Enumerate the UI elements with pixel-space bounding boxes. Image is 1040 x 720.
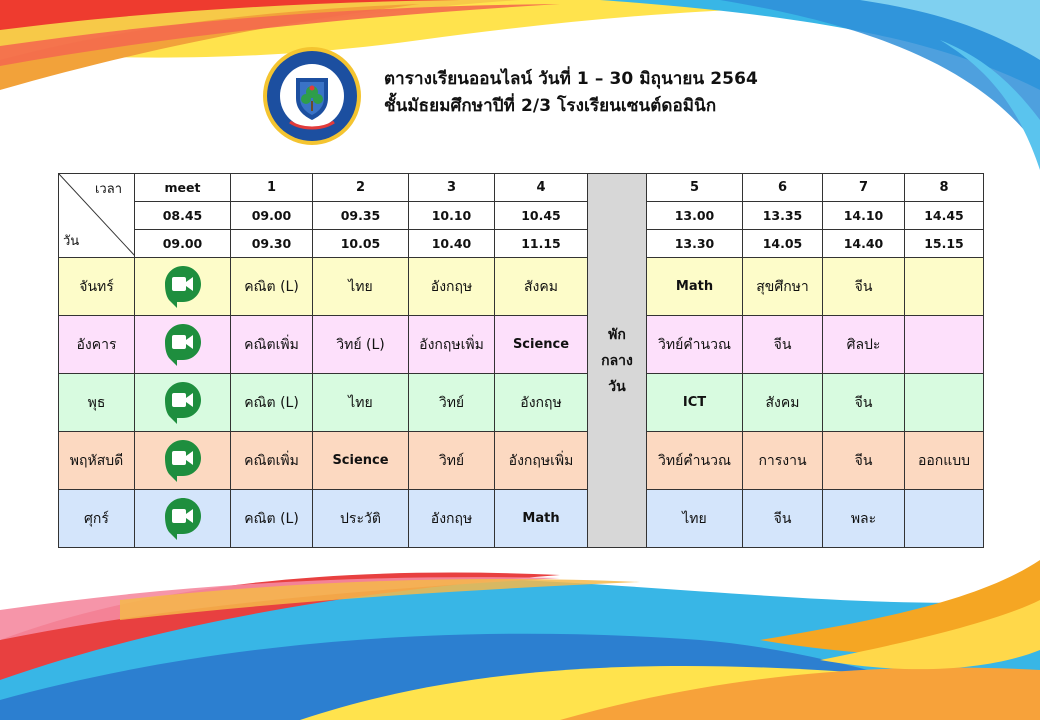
end-time: 14.40 [823, 230, 905, 258]
class-cell: ไทย [647, 490, 743, 548]
class-cell: อังกฤษ [409, 258, 495, 316]
class-cell: Math [495, 490, 588, 548]
class-cell: คณิต (L) [231, 258, 313, 316]
lunch-label-3: วัน [608, 378, 626, 395]
day-name: จันทร์ [59, 258, 135, 316]
end-time: 13.30 [647, 230, 743, 258]
lunch-label-1: พัก [608, 326, 626, 343]
title-line-1: ตารางเรียนออนไลน์ วันที่ 1 – 30 มิถุนายน 2564 [384, 69, 758, 89]
start-time: 14.45 [905, 202, 984, 230]
google-meet-icon[interactable] [163, 380, 203, 426]
class-cell: จีน [743, 490, 823, 548]
start-time: 08.45 [135, 202, 231, 230]
class-cell: จีน [823, 432, 905, 490]
period-header: 7 [823, 174, 905, 202]
class-cell [905, 316, 984, 374]
end-time-row [59, 230, 984, 258]
end-time: 09.30 [231, 230, 313, 258]
class-cell [905, 490, 984, 548]
class-cell: ศิลปะ [823, 316, 905, 374]
meet-cell [135, 490, 231, 548]
class-cell: อังกฤษ [409, 490, 495, 548]
class-cell: อังกฤษ [495, 374, 588, 432]
end-time: 10.05 [313, 230, 409, 258]
period-header: 4 [495, 174, 588, 202]
lunch-break-cell [588, 174, 647, 548]
meet-cell [135, 316, 231, 374]
google-meet-icon[interactable] [163, 264, 203, 310]
period-header: 8 [905, 174, 984, 202]
google-meet-icon[interactable] [163, 496, 203, 542]
class-cell: จีน [743, 316, 823, 374]
day-name: พฤหัสบดี [59, 432, 135, 490]
start-time: 13.35 [743, 202, 823, 230]
class-cell: สังคม [495, 258, 588, 316]
class-cell: สังคม [743, 374, 823, 432]
class-cell [905, 258, 984, 316]
day-name: ศุกร์ [59, 490, 135, 548]
start-time: 10.10 [409, 202, 495, 230]
class-cell: Science [313, 432, 409, 490]
period-header: 1 [231, 174, 313, 202]
timetable [58, 173, 984, 548]
class-cell: ประวัติ [313, 490, 409, 548]
period-header: 5 [647, 174, 743, 202]
start-time: 10.45 [495, 202, 588, 230]
period-header-row [59, 174, 984, 202]
class-cell: ไทย [313, 374, 409, 432]
end-time: 11.15 [495, 230, 588, 258]
class-cell: จีน [823, 258, 905, 316]
day-row-tuesday [59, 316, 984, 374]
period-header: 2 [313, 174, 409, 202]
class-cell: Math [647, 258, 743, 316]
start-time-row [59, 202, 984, 230]
google-meet-icon[interactable] [163, 438, 203, 484]
corner-label-time: เวลา [94, 182, 122, 197]
start-time: 09.35 [313, 202, 409, 230]
page-title [384, 66, 758, 120]
meet-cell [135, 374, 231, 432]
period-header: meet [135, 174, 231, 202]
day-name: พุธ [59, 374, 135, 432]
class-cell: Science [495, 316, 588, 374]
period-header: 3 [409, 174, 495, 202]
meet-cell [135, 432, 231, 490]
class-cell: สุขศึกษา [743, 258, 823, 316]
class-cell: ออกแบบ [905, 432, 984, 490]
class-cell: การงาน [743, 432, 823, 490]
start-time: 09.00 [231, 202, 313, 230]
end-time: 15.15 [905, 230, 984, 258]
class-cell: ICT [647, 374, 743, 432]
day-row-wednesday [59, 374, 984, 432]
day-row-monday [59, 258, 984, 316]
corner-label-day: วัน [63, 234, 80, 249]
class-cell: วิทย์ [409, 374, 495, 432]
day-row-thursday [59, 432, 984, 490]
corner-cell [59, 174, 135, 258]
end-time: 14.05 [743, 230, 823, 258]
day-row-friday [59, 490, 984, 548]
class-cell: อังกฤษเพิ่ม [495, 432, 588, 490]
class-cell: คณิต (L) [231, 374, 313, 432]
class-cell: ไทย [313, 258, 409, 316]
day-name: อังคาร [59, 316, 135, 374]
class-cell: วิทย์คำนวณ [647, 432, 743, 490]
class-cell: พละ [823, 490, 905, 548]
period-header: 6 [743, 174, 823, 202]
school-logo [262, 46, 362, 146]
class-cell: คณิต (L) [231, 490, 313, 548]
meet-cell [135, 258, 231, 316]
title-line-2: ชั้นมัธยมศึกษาปีที่ 2/3 โรงเรียนเซนต์ดอมินิก [384, 96, 717, 116]
class-cell: วิทย์ (L) [313, 316, 409, 374]
start-time: 13.00 [647, 202, 743, 230]
start-time: 14.10 [823, 202, 905, 230]
class-cell: อังกฤษเพิ่ม [409, 316, 495, 374]
class-cell: จีน [823, 374, 905, 432]
google-meet-icon[interactable] [163, 322, 203, 368]
class-cell: คณิตเพิ่ม [231, 432, 313, 490]
class-cell: วิทย์ [409, 432, 495, 490]
end-time: 09.00 [135, 230, 231, 258]
lunch-label-2: กลาง [601, 352, 633, 369]
class-cell: คณิตเพิ่ม [231, 316, 313, 374]
class-cell: วิทย์คำนวณ [647, 316, 743, 374]
class-cell [905, 374, 984, 432]
end-time: 10.40 [409, 230, 495, 258]
